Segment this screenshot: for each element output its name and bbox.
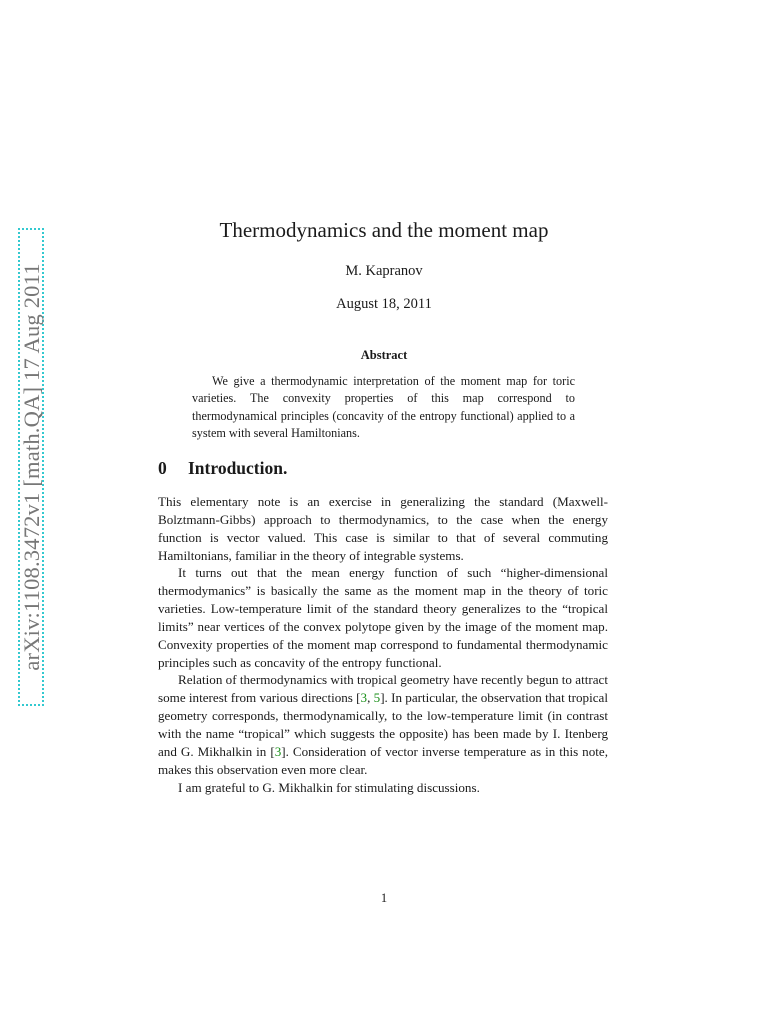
paper-author: M. Kapranov (345, 263, 423, 279)
citation-link-3[interactable]: 3 (360, 690, 368, 706)
paragraph-1: This elementary note is an exercise in generalizing the standard (Maxwell-Bolztmann-Gibbs) approach to thermodynamics, to the case when the energy function is vector valued. This case is similar to that of several commuting Hamiltonians, familiar in the theory of integrable systems. (158, 494, 608, 563)
citation-link-5[interactable]: 5 (373, 690, 381, 706)
paper-date: August 18, 2011 (336, 296, 432, 312)
arxiv-identifier[interactable]: arXiv:1108.3472v1 [math.QA] 17 Aug 2011 (19, 263, 44, 671)
section-number: 0 (158, 458, 167, 478)
abstract-body (192, 373, 575, 443)
introduction-body (158, 493, 608, 796)
paragraph-3-text-b: ]. In particular, the observation that tropical geometry corresponds, thermodynamically, to the low-temperature limit (in contrast with the name “tropical” which suggests the opposite) has been made by I. Itenberg and G. Mikhalkin in [ (158, 690, 608, 759)
section-title: Introduction. (188, 458, 288, 478)
section-heading (158, 458, 287, 479)
paragraph-4: I am grateful to G. Mikhalkin for stimulating discussions. (178, 779, 480, 795)
paragraph-2: It turns out that the mean energy function of such “higher-dimensional thermodymanics” is basically the same as the moment map in the theory of toric varieties. Low-temperature limit of the standard theory generalizes to the “tropical limits” near vertices of the convex polytope given by the image of the moment map. Convexity properties of the moment map correspond to fundamental thermodynamic principles such as concavity of the entropy functional. (158, 565, 608, 670)
citation-separator: , (367, 690, 374, 706)
paragraph-3 (158, 671, 608, 778)
paper-title: Thermodynamics and the moment map (219, 218, 549, 242)
page-number: 1 (380, 891, 388, 905)
citation-link-3-second[interactable]: 3 (274, 743, 282, 759)
paragraph-3-text-c: ]. Consideration of vector inverse temperature as in this note, makes this observation even more clear. (158, 743, 608, 777)
paragraph-3-text-a: Relation of thermodynamics with tropical geometry have recently begun to attract some interest from various directions [ (158, 672, 608, 706)
abstract-text: We give a thermodynamic interpretation of the moment map for toric varieties. The convexity properties of this map correspond to thermodynamical principles (concavity of the entropy functional) applied to a system with several Hamiltonians. (192, 374, 575, 441)
abstract-heading: Abstract (360, 348, 408, 362)
